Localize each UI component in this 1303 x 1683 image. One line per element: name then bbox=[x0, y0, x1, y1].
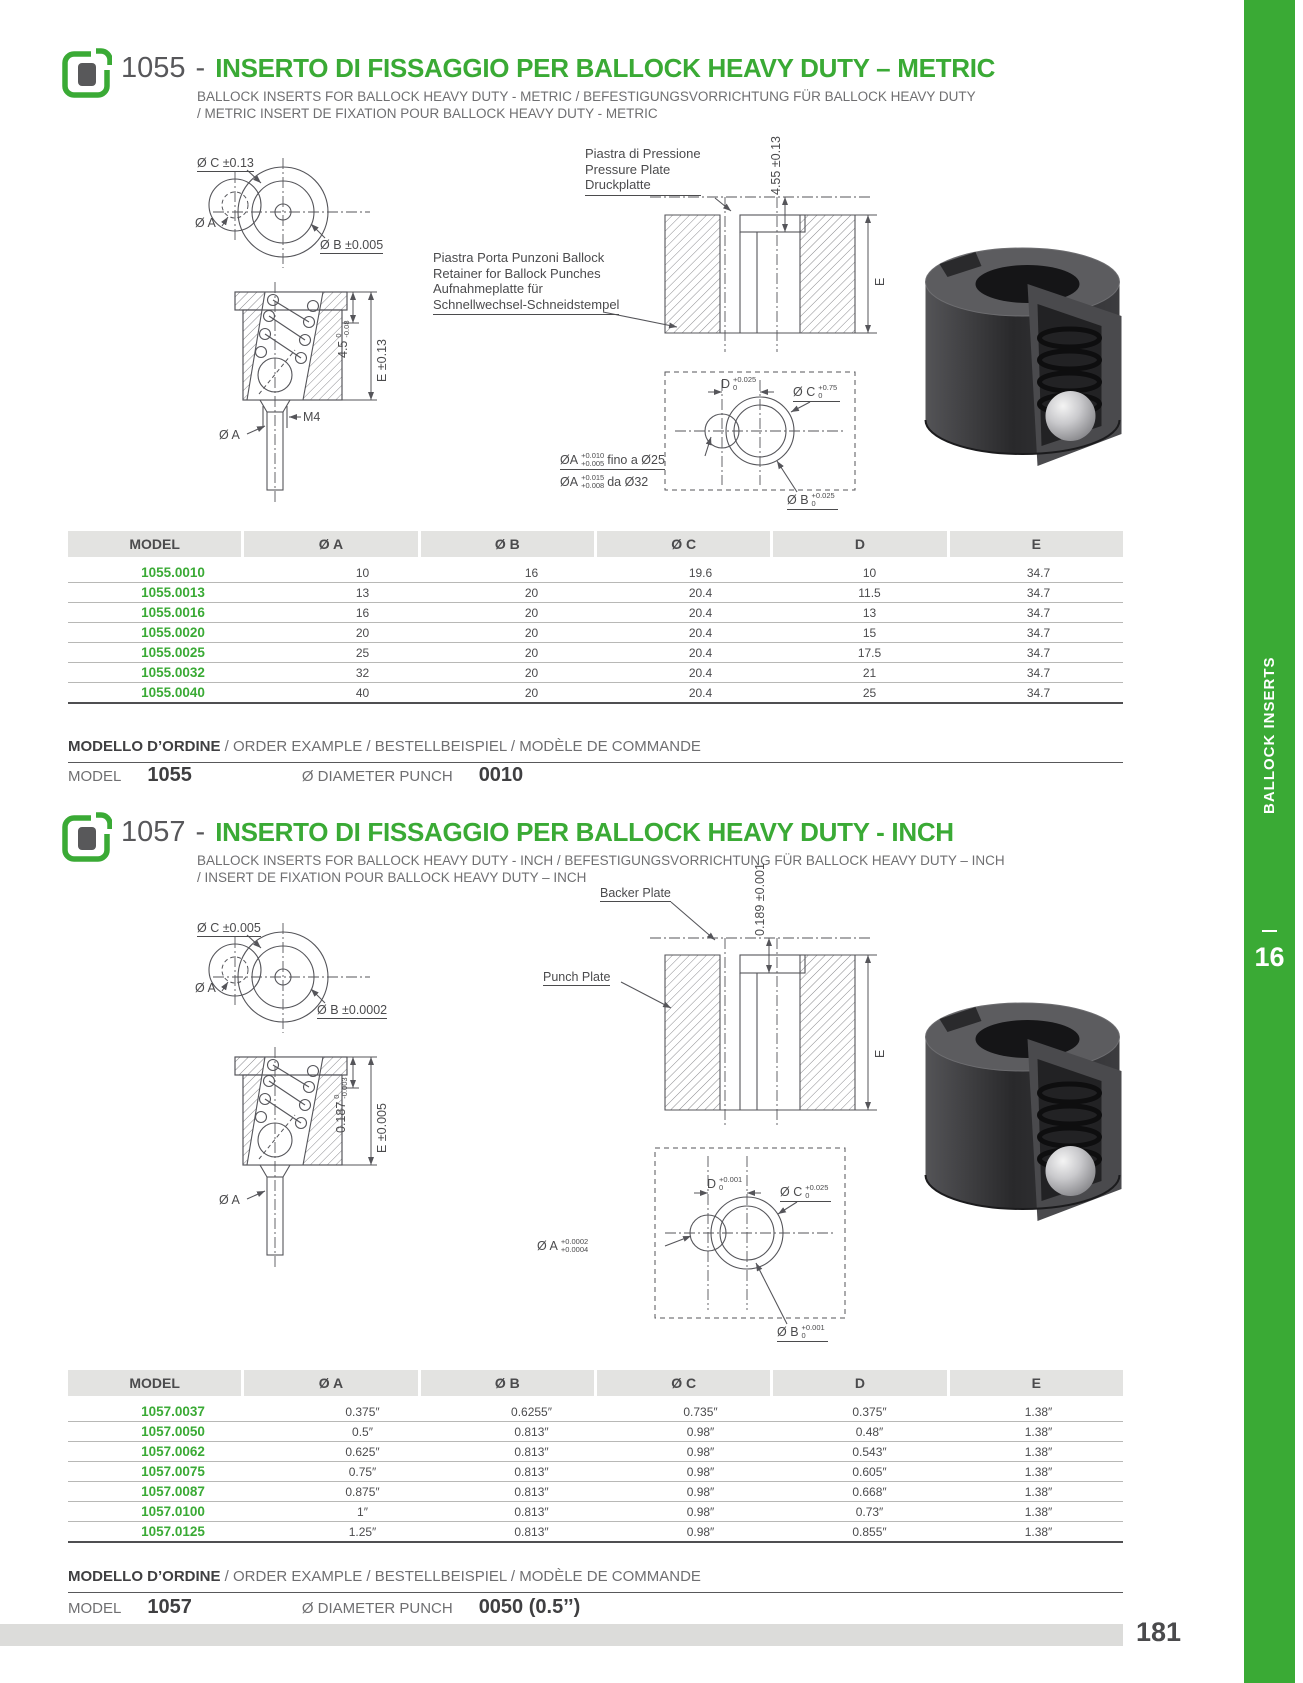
cell-dia-b: 0.813″ bbox=[514, 1444, 549, 1459]
dim-dia-a-shank: Ø A bbox=[219, 428, 240, 442]
table-header-cell: Ø C bbox=[597, 1370, 770, 1396]
table-row bbox=[68, 1422, 1123, 1442]
table-header-cell: MODEL bbox=[68, 1370, 241, 1396]
cell-dia-c: 20.4 bbox=[688, 665, 713, 680]
section-subtitle-line2: / METRIC INSERT DE FIXATION POUR BALLOCK HEAVY DUTY - METRIC bbox=[197, 106, 658, 121]
table-header-cell: D bbox=[773, 531, 946, 557]
cell-d: 25 bbox=[862, 685, 877, 700]
label-line: Schnellwechsel-Schneidstempel bbox=[433, 296, 620, 312]
cell-d: 0.855″ bbox=[852, 1524, 887, 1539]
cell-model: 1055.0040 bbox=[141, 685, 205, 700]
cell-model: 1055.0016 bbox=[141, 605, 205, 620]
cell-dia-a: 1″ bbox=[357, 1504, 368, 1519]
order-punch-label: Ø DIAMETER PUNCH bbox=[301, 1600, 453, 1617]
cell-dia-b: 16 bbox=[524, 565, 539, 580]
dim-dia-a: Ø A +0.0002 +0.0004 bbox=[537, 1237, 589, 1254]
table-row bbox=[68, 1462, 1123, 1482]
table-row bbox=[68, 683, 1123, 702]
dim-dia-c: Ø C ±0.005 bbox=[197, 921, 261, 935]
dim-depth: 4.5 0 -0.08 bbox=[334, 320, 351, 358]
order-heading-bold: MODELLO D’ORDINE bbox=[68, 1568, 221, 1585]
cell-dia-c: 0.98″ bbox=[686, 1444, 715, 1459]
cell-model: 1057.0050 bbox=[141, 1424, 205, 1439]
cell-model: 1055.0032 bbox=[141, 665, 205, 680]
dim-dia-b: Ø B +0.025 0 bbox=[787, 492, 838, 510]
cell-d: 17.5 bbox=[857, 645, 882, 660]
cell-d: 13 bbox=[862, 605, 877, 620]
order-heading-bold: MODELLO D’ORDINE bbox=[68, 738, 221, 755]
cell-e: 1.38″ bbox=[1024, 1464, 1053, 1479]
cell-model: 1055.0025 bbox=[141, 645, 205, 660]
cell-d: 0.668″ bbox=[852, 1484, 887, 1499]
cell-dia-a: 1.25″ bbox=[348, 1524, 377, 1539]
cell-e: 34.7 bbox=[1026, 685, 1051, 700]
cell-e: 1.38″ bbox=[1024, 1404, 1053, 1419]
table-1055-body bbox=[68, 563, 1123, 704]
cell-e: 1.38″ bbox=[1024, 1524, 1053, 1539]
cell-e: 34.7 bbox=[1026, 645, 1051, 660]
table-1057-body bbox=[68, 1402, 1123, 1543]
table-row bbox=[68, 1442, 1123, 1462]
dim-dia-a-shank: Ø A bbox=[219, 1193, 240, 1207]
label-line: Retainer for Ballock Punches bbox=[433, 265, 601, 281]
cell-e: 1.38″ bbox=[1024, 1484, 1053, 1499]
cell-dia-a: 20 bbox=[355, 625, 370, 640]
table-header-cell: E bbox=[950, 1370, 1123, 1396]
cell-dia-b: 20 bbox=[524, 685, 539, 700]
order-example-line-1055 bbox=[68, 764, 523, 787]
cell-dia-c: 20.4 bbox=[688, 645, 713, 660]
order-example-line-1057 bbox=[68, 1596, 580, 1619]
cell-dia-b: 0.813″ bbox=[514, 1524, 549, 1539]
table-1055 bbox=[68, 531, 1123, 704]
cell-dia-c: 0.98″ bbox=[686, 1524, 715, 1539]
cell-dia-c: 20.4 bbox=[688, 625, 713, 640]
table-header-cell: Ø B bbox=[421, 1370, 594, 1396]
table-row bbox=[68, 603, 1123, 623]
label-backer-plate: Backer Plate bbox=[600, 886, 671, 900]
label-pressure-plate bbox=[585, 146, 701, 196]
dim-dia-a: Ø A bbox=[195, 981, 216, 995]
cell-dia-c: 0.735″ bbox=[683, 1404, 718, 1419]
ballock-logo-icon bbox=[60, 812, 112, 864]
table-header-cell: Ø A bbox=[244, 1370, 417, 1396]
table-row bbox=[68, 583, 1123, 603]
cell-dia-a: 32 bbox=[355, 665, 370, 680]
cell-dia-a: 16 bbox=[355, 605, 370, 620]
cell-dia-a: 40 bbox=[355, 685, 370, 700]
cell-e: 1.38″ bbox=[1024, 1444, 1053, 1459]
table-row bbox=[68, 663, 1123, 683]
footer-bar bbox=[0, 1624, 1123, 1646]
drawing-1057-insert-views bbox=[195, 915, 395, 1285]
cell-dia-a: 0.625″ bbox=[345, 1444, 380, 1459]
dim-plate-depth: 4.55 ±0.13 bbox=[769, 136, 783, 195]
cell-dia-a: 0.75″ bbox=[348, 1464, 377, 1479]
chapter-number: 16 bbox=[1254, 942, 1285, 972]
order-heading-rest: / ORDER EXAMPLE / BESTELLBEISPIEL / MODÈLE DE COMMANDE bbox=[220, 1568, 701, 1585]
cell-dia-b: 0.813″ bbox=[514, 1504, 549, 1519]
cell-model: 1057.0087 bbox=[141, 1484, 205, 1499]
label-line: Piastra Porta Punzoni Ballock bbox=[433, 250, 605, 265]
dim-e: E bbox=[873, 1049, 887, 1058]
dim-dia-b: Ø B ±0.0002 bbox=[317, 1003, 388, 1017]
section-subtitle-line1: BALLOCK INSERTS FOR BALLOCK HEAVY DUTY - METRIC / BEFESTIGUNGSVORRICHTUNG FÜR BALLOCK HEAVY DUTY bbox=[197, 89, 976, 104]
dim-dia-b: Ø B ±0.005 bbox=[320, 238, 384, 252]
cell-dia-c: 20.4 bbox=[688, 685, 713, 700]
table-row bbox=[68, 563, 1123, 583]
cell-dia-b: 0.813″ bbox=[514, 1484, 549, 1499]
cell-d: 15 bbox=[862, 625, 877, 640]
dim-dia-a-from32: ØA +0.015 +0.008 da Ø32 bbox=[560, 473, 649, 490]
table-header-cell: Ø B bbox=[421, 531, 594, 557]
dim-dia-c: Ø C ±0.13 bbox=[197, 156, 254, 170]
page-number: 181 bbox=[1136, 1617, 1182, 1647]
cell-model: 1055.0020 bbox=[141, 625, 205, 640]
cell-dia-a: 13 bbox=[355, 585, 370, 600]
chapter-sidebar-separator bbox=[1262, 930, 1277, 932]
cell-model: 1057.0062 bbox=[141, 1444, 205, 1459]
product-photo-1057 bbox=[885, 975, 1160, 1243]
label-line: Piastra di Pressione bbox=[585, 146, 701, 161]
dim-dia-c: Ø C +0.025 0 bbox=[780, 1184, 831, 1202]
cell-d: 10 bbox=[862, 565, 877, 580]
section-title: INSERTO DI FISSAGGIO PER BALLOCK HEAVY DUTY - INCH bbox=[215, 817, 954, 847]
label-retainer bbox=[433, 250, 619, 315]
cell-dia-a: 0.375″ bbox=[345, 1404, 380, 1419]
order-example-heading-1055 bbox=[68, 738, 1123, 763]
dim-dia-c: Ø C +0.75 0 bbox=[793, 384, 840, 402]
section-title: INSERTO DI FISSAGGIO PER BALLOCK HEAVY DUTY – METRIC bbox=[215, 53, 996, 83]
cell-dia-b: 20 bbox=[524, 665, 539, 680]
cell-d: 0.73″ bbox=[855, 1504, 884, 1519]
table-1055-header bbox=[68, 531, 1123, 557]
cell-model: 1057.0125 bbox=[141, 1524, 205, 1539]
cell-e: 1.38″ bbox=[1024, 1424, 1053, 1439]
table-row bbox=[68, 643, 1123, 663]
dim-dia-a: Ø A bbox=[195, 216, 216, 230]
cell-d: 0.605″ bbox=[852, 1464, 887, 1479]
drawing-1055-insert-views bbox=[195, 150, 395, 520]
drawing-1055-plate-section bbox=[425, 136, 887, 510]
cell-model: 1055.0010 bbox=[141, 565, 205, 580]
dim-m4: M4 bbox=[303, 410, 321, 424]
cell-d: 21 bbox=[862, 665, 877, 680]
table-header-cell: D bbox=[773, 1370, 946, 1396]
section-1055-header bbox=[121, 52, 995, 85]
section-code-sep: - bbox=[195, 816, 206, 848]
label-line: Druckplatte bbox=[585, 177, 651, 192]
order-model-label: MODEL bbox=[68, 768, 122, 785]
drawing-1057-plate-section bbox=[425, 863, 887, 1340]
cell-d: 0.543″ bbox=[852, 1444, 887, 1459]
section-code-sep: - bbox=[195, 52, 206, 84]
order-punch-value: 0050 (0.5’’) bbox=[478, 1596, 581, 1618]
section-subtitle-line2: / INSERT DE FIXATION POUR BALLOCK HEAVY DUTY – INCH bbox=[197, 870, 587, 885]
cell-dia-c: 0.98″ bbox=[686, 1464, 715, 1479]
section-code: 1055 bbox=[121, 52, 186, 84]
cell-dia-c: 20.4 bbox=[688, 605, 713, 620]
table-row bbox=[68, 1402, 1123, 1422]
cell-dia-b: 20 bbox=[524, 645, 539, 660]
table-row bbox=[68, 1502, 1123, 1522]
section-code: 1057 bbox=[121, 816, 186, 848]
table-header-cell: Ø C bbox=[597, 531, 770, 557]
cell-e: 34.7 bbox=[1026, 565, 1051, 580]
section-subtitle-line1: BALLOCK INSERTS FOR BALLOCK HEAVY DUTY - INCH / BEFESTIGUNGSVORRICHTUNG FÜR BALLOCK HEAVY DUTY – INCH bbox=[197, 853, 1005, 868]
table-header-cell: MODEL bbox=[68, 531, 241, 557]
product-photo-1055 bbox=[885, 220, 1160, 488]
cell-d: 0.48″ bbox=[855, 1424, 884, 1439]
order-heading-rest: / ORDER EXAMPLE / BESTELLBEISPIEL / MODÈLE DE COMMANDE bbox=[220, 738, 701, 755]
cell-dia-c: 19.6 bbox=[688, 565, 713, 580]
cell-model: 1057.0037 bbox=[141, 1404, 205, 1419]
cell-dia-b: 0.813″ bbox=[514, 1424, 549, 1439]
cell-dia-c: 20.4 bbox=[688, 585, 713, 600]
label-line: Pressure Plate bbox=[585, 161, 671, 177]
dim-dia-a-upto25: ØA +0.010 +0.005 fino a Ø25 bbox=[560, 451, 665, 468]
cell-dia-b: 20 bbox=[524, 625, 539, 640]
ballock-logo-icon bbox=[60, 48, 112, 100]
cell-dia-b: 20 bbox=[524, 585, 539, 600]
dim-dia-b: Ø B +0.001 0 bbox=[777, 1324, 828, 1342]
table-header-cell: Ø A bbox=[244, 531, 417, 557]
table-row bbox=[68, 1482, 1123, 1502]
cell-dia-c: 0.98″ bbox=[686, 1504, 715, 1519]
cell-dia-c: 0.98″ bbox=[686, 1424, 715, 1439]
label-line: Aufnahmeplatte für bbox=[433, 281, 543, 296]
table-row bbox=[68, 1522, 1123, 1541]
section-1057-header bbox=[121, 816, 954, 849]
cell-dia-b: 0.813″ bbox=[514, 1464, 549, 1479]
table-1057-header bbox=[68, 1370, 1123, 1396]
dim-e: E bbox=[873, 277, 887, 286]
cell-model: 1057.0075 bbox=[141, 1464, 205, 1479]
cell-model: 1057.0100 bbox=[141, 1504, 205, 1519]
order-model-label: MODEL bbox=[68, 1600, 122, 1617]
cell-d: 11.5 bbox=[858, 585, 881, 600]
dim-e: E ±0.005 bbox=[375, 1103, 389, 1153]
cell-dia-a: 0.875″ bbox=[345, 1484, 380, 1499]
label-punch-plate: Punch Plate bbox=[543, 970, 611, 984]
cell-model: 1055.0013 bbox=[141, 585, 205, 600]
cell-dia-c: 0.98″ bbox=[686, 1484, 715, 1499]
table-row bbox=[68, 623, 1123, 643]
table-header-cell: E bbox=[950, 531, 1123, 557]
cell-dia-a: 0.5″ bbox=[352, 1424, 373, 1439]
order-example-heading-1057 bbox=[68, 1568, 1123, 1593]
cell-e: 1.38″ bbox=[1024, 1504, 1053, 1519]
order-model-value: 1055 bbox=[147, 764, 192, 786]
cell-e: 34.7 bbox=[1026, 625, 1051, 640]
dim-d: D +0.001 0 bbox=[707, 1175, 743, 1192]
table-1057 bbox=[68, 1370, 1123, 1543]
cell-e: 34.7 bbox=[1026, 605, 1051, 620]
cell-d: 0.375″ bbox=[852, 1404, 887, 1419]
cell-dia-a: 25 bbox=[355, 645, 370, 660]
cell-e: 34.7 bbox=[1026, 585, 1051, 600]
cell-dia-a: 10 bbox=[355, 565, 370, 580]
chapter-sidebar-label: BALLOCK INSERTS bbox=[1261, 656, 1278, 814]
dim-depth: 0.187 0 -0.003 bbox=[332, 1077, 349, 1133]
order-punch-label: Ø DIAMETER PUNCH bbox=[301, 768, 453, 785]
cell-dia-b: 0.6255″ bbox=[511, 1404, 552, 1419]
cell-e: 34.7 bbox=[1026, 665, 1051, 680]
dim-d: D +0.025 0 bbox=[721, 375, 757, 392]
order-model-value: 1057 bbox=[147, 1596, 192, 1618]
dim-e: E ±0.13 bbox=[375, 339, 389, 382]
cell-dia-b: 20 bbox=[524, 605, 539, 620]
order-punch-value: 0010 bbox=[478, 764, 524, 786]
dim-plate-depth: 0.189 ±0.001 bbox=[753, 863, 767, 936]
